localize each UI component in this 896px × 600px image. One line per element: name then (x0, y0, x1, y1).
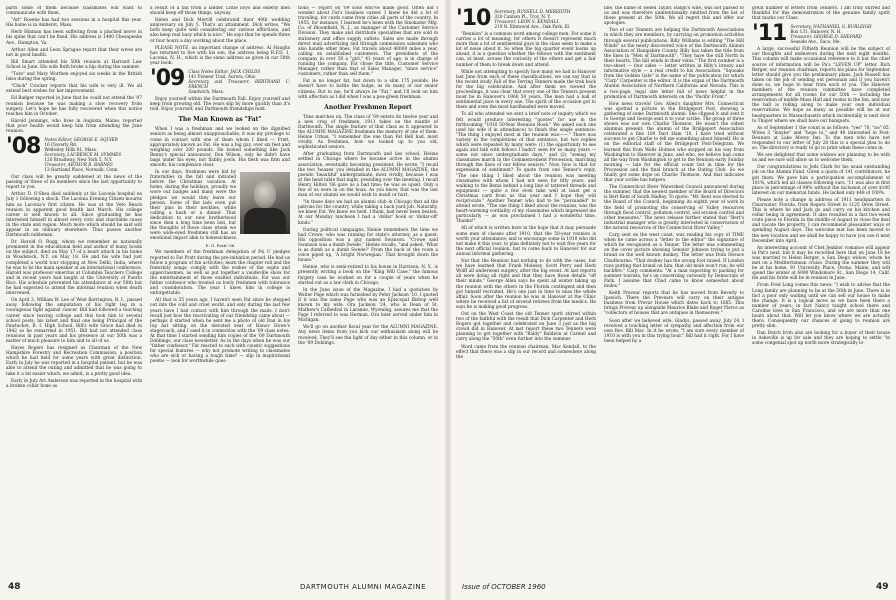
portrait-photo (240, 172, 290, 234)
officer-line: Secretary, RUSSELL D. MEREDITH (494, 9, 571, 14)
paragraph: parts some of them because classmates will want to communicate with them. (6, 6, 142, 17)
paragraph: line, the name of Helen Taylor, Ralph's wife, was not passed to us and was therefore unintentionally omitted from the list of those present at the 50th. We all regret this and offer our apologies. (604, 6, 744, 27)
column-4 (456, 6, 596, 576)
class-numeral: '11 (752, 21, 787, 47)
officer-line: 120 Broadway, New York 5, N.Y. (44, 157, 113, 163)
paragraph: PLEASE NOTE, an important change of address. Al Haughs has returned to live with his son, the address being R.F.D. 1, Laconia, N. H., which is the same address as given in our 50th year book. (150, 45, 290, 66)
class-header-1909 (150, 66, 290, 95)
left-page-number: 48 (8, 582, 21, 592)
paragraph: Not that the Reunion had nothing to do with the cases, but we have learned that Frank Molesey, Scott Perry and Herb Wolff all underwent surgery, after the big event. At last reports all were doing all right and that they have those details "off their minds." George Allen says he spent all winter taking up the reunion with the others in the Florida contingent and then got himself recruited. He's one just in time to miss the whole affair. Soon after the reunion he was in Hanover at the Clinic where he received a list of several retirees from the medics. He says he is making good progress. (456, 259, 596, 310)
paragraph: Arthur D. O'Shea died suddenly at his Laconia hospital on July 1 following a shock. The Laconia Evening Citizen mourns him as Laconia's first citizen. He was at the Veto Beach reunion in apparent good health last March. His college career is well known to all. Since graduating he has interested himself in almost every civic and charitable cause in the state and region. Much more which should be said will appear in an obituary elsewhere. Thus passes another Dartmouth nobleman. (6, 192, 142, 239)
paragraph: In our days, freshmen were bid by fraternities in the fall and initiated before the Christmas vacation. At home, during the holidays, proudly we wore our badges and many were the pledges we would they leave our person. Some of the lads even put their pins in their neckties, while calling a hash or a dinner. That dedication to our new brotherhood since then a long time been lost, but the thoughts of those class whom we were wide-eyed freshmen still has an emotional impact akin to homesickness. (150, 170, 238, 242)
paragraph: All that is 55 years ago. I haven't seen Fat since he stepped out into the cold and cruel world, and only during the last few years have I had contact with him through the mails. I don't recall just how the reactivating of our friendship came about — perhaps it started when he sent me a photo of old Dan in his top hat sitting on the elevated seat of Hanov Howe's stagecoach, and I used it in connection with the '09 class notes. At that time I started sending him copies of the '09 Dartmouth Dobbings, our class newsletter. As in the days when he was our "father confessor," Fat reacted to such with caustic suggestions for special features — why not promote writing to classmates who are sick or having a tough time? — slip in inspirational poems — look for worthwhile ques- (150, 298, 290, 365)
right-page-number: 49 (876, 582, 889, 592)
class-officers (44, 137, 121, 172)
paragraph: "Art" Rosene has had two sessions in a hospital this year. His home is in Amherst, Mass. (6, 18, 142, 29)
class-officers (494, 9, 570, 29)
officer-line: Seaside Ave., Saco, Me. (790, 39, 841, 45)
paragraph: Dr. Harold O. Rugg, whom we remember as nationally prominent in the educational field and author of many books on the subject, died on May 17 of a heart attack in his home in Woodstock, N.Y. on May 18. He and his wife had just completed a world tour stopping at New Delhi, India, where he was to be the main speaker at an international conference. Harold was professor emeritus at Columbia Teachers College and in recent years had taught at the University of Puerto Rico. His schedule prevented his attendance at our 50th but he had expected to attend the informal reunion when death intervened. (6, 240, 142, 297)
paragraph: Heinie, who is semi-retired to his house in Harrison, N. Y., is presently writing a book on the "King Will Case," the famous forgery case he worked on for a couple of years when he started out as a law clerk in Chicago. (298, 265, 438, 286)
class-numeral: '10 (456, 6, 491, 31)
officer-line: Notes Editor, GEORGE E. SQUIER (44, 137, 118, 143)
officer-line: Box 131, Hanover, N. H. (790, 29, 842, 35)
paragraph: A large, successful Fiftieth Reunion will be the subject of our thoughts and endeavors during the next eight months. This column will make occasional reference to it but the chief source of information will be Pa's "LEVEN UP" letter. Rich Berger, our reunion chairman, reports his plans for September letter should give you the preliminary plans. Jack Russell has taken on the job of sending out personals and if you haven't done so, we hope to hear from each of you. The Hanover members of the reunion committee have completed arrangements for all rooms for our 50th — including the reservation of middle Mass Hall and rooms in the Inn, and now the ball is rolling along to make your own individual reservations. We hope as many as possible will be at our headquarters in Massachusetts which incidentally is next door to Thayer where we shall have our banquets. (752, 47, 890, 124)
paragraph: After graduating from Dartmouth and law school, Heinie settled in Chicago where he became active in the alumni association, eventually becoming president. He wrote, "I recall the two 'hoaxes' you detailed in the ALUMNI MAGAZINE, the pseudo 'beautiful' undergraduate, most vividly, because I was at the head table that night, presiding over the meeting. I recall Henry Hilton '06 gave us a bad time; he was so upset. Only a few of us were in on the hoax. As you know, that was the last man of our alumni we would wish to insult or hurt. (298, 152, 438, 199)
paragraph: "Reunion" is a common word among college men. For some it carries a lot of meaning; for others it doesn't represent much more than a lot of sentimental guys in the class seem to make a lot of noise about it. So when the big quarter event looms up ahead, it is a question whether the fellows with the sentiment can, at least, arouse the curiosity of the others and get a fair number of them to break down and attend. (456, 32, 596, 68)
officer-line: Treasurer, GEORGE D. SHEPARD (790, 34, 862, 40)
paragraph: We members of the freshman delegation of Psi U pledges reported to Fat Pratt during the pre-initiation period. He had us follow a program of fun activities; learn the chapter roll and the fraternity songs; comply with the wishes of the sophs and upperclassmen, as well as put together a vaudeville show for the entertainment of those exalted individuals. Fat was our father confessor who treated us lowly freshmen with tolerance and consideration. The year I knew him in college is unforgettable. (150, 250, 290, 297)
paragraph: How news travels! Gov. Allen's daughter Mrs. Connecticut was spotted a picture in the Bridgeport Post, showing a gathering of some Dartmouth alumni. She clipped it and sent it to George and George sent it to your scribe. The group of three shown was our own Charlie Thomson. He wasn't the oldest alumnus present; the alumni of the Bridgeport Association celebrated a fine 100 Dart Ham '10. I have tried without success to get Charlie to tell me something about himself. He is on the editorial staff of the Bridgeport Post-Telegram. We learned this from Wells Holmes who stopped on his way from Washington to Hanover in June, and who, we believe had come all the way from Washington to get to the Reunion early Sunday morning — late for the official count but in time for the Procession and the final brunch at the Outing Club. So we finally got some dope on Charlie Thomson, And that indicates that your scribe has helpers. (604, 101, 744, 184)
paragraph: During political campaigns, Heinie remembers the time we had Crowe, who was running for state's attorney, as a guest. His opposition was a guy named Swanson. "Crowe said Swanson was a dumb Swede." Heinie recalls, "and asked, 'What is as dumb as a dumb Swede?' From the back of the room a voice piped up, 'A bright Norwegian.' That brought down the house." (298, 227, 438, 264)
column-2 (150, 6, 290, 576)
portrait-face (254, 180, 276, 208)
paragraph: Hayes Rogers has resigned as Chairman of the New Hampshire Forestry and Recreation Commission, a position which he had held for some years with great distinction. Early in July he was reported in a hospital patient, but he was able to attend the outing and admitted that he was going to take it a bit easier which, we admit, is a pretty good idea. (6, 346, 142, 377)
officer-line: 320 Cannon Pl., Troy, N. Y. (494, 14, 551, 19)
issue-date: Issue of OCTOBER 1960 (462, 583, 546, 591)
column-6 (752, 6, 890, 576)
paragraph: "In those days we had an alumni club in Chicago that ad the patrons for the country, while taking a back yard job. Naturally, we knew Fat. We knew we held. I think, had never been beaten. At our Monday luncheon I had a 'dollar' book or 'dollar-off' kinds." (298, 200, 438, 226)
col1-paras-a (6, 6, 142, 134)
paragraph: From Fred Long comes this news: "I wish to advise that the Long family are planning to be at the 50th in June. There is in fact a poor only waiting until we can sell our house to make the change. It is a logical move as we have been there a number of years; in fact Nancy taught school there and Caroline lives in San Francisco, and we are more than one hours about that. Will let you know where we are actually there. Consequently our chances of going to reunion are pretty slim. (752, 283, 890, 330)
paragraph: Our class will be greatly saddened at the news of the passing of three of its members since the last opportunity to report to you. (6, 175, 142, 191)
paragraph: Two of our Tenners are helping the Dartmouth Associations in which they are members, by carrying on promotion activities through several publications. Billy Williams is editing "The Hill Winds" as the newly discovered voice of the Dartmouth Alumni Association of Hampshire County. Billy has taken the title from the lines in "Men of Dartmouth": "They have the still North in their hearts, The hill winds in their veins." The first number is a two-sheet — four sides — letter written in Billy's breezy and informative style — a real credit to his Association. "Squeaks from the Golden Gate" is the name of the publication for which "Carp" Carpenter is the editor. It is the organ of the Dartmouth Alumni Association of Northern California and Nevada. This is a two-page, legal size letter full of news helpful in the promotion of Dartmouth interests on the "Pacific Front." (604, 28, 744, 100)
column-5 (604, 6, 744, 576)
officer-line: Treasurer, ARTHUR R. BARNES (44, 162, 113, 168)
paragraph: While not attempting to specify how many we had in Hanover last June from each of these classifications, we can say that in the recent study Fall of the Terring Tenners made the trek back for the big celebration. And after them we viewed the proceedings, it was clear that every one of the Tenners present must be in Hanover's 1960 50 years. The men had a ball of sentimental juice in every one. The spirit of the occasion got to them and even the most hardheaded were moved. (456, 69, 596, 111)
officer-line: 16 Cloverly Rd. (44, 142, 78, 148)
officer-line: Secretary and Treasurer, BERTRAND C. FRENCH (188, 79, 290, 90)
photo-caption: E. G. Pratt '06 (205, 243, 235, 249)
class-header-1910 (456, 6, 596, 31)
paragraph: Please note a change in address of 1911 headquarters in Clearwater, Florida, from Rogers Street to 1125 Drew Street. This is where he and Jack go and carry on his kitchen and cellar being in agreement. It also resulted in a fast two-week crate piece to Florida in the middle of August to close the deal and vacate the property. I can recommend pleasanter ways of spending August days. The welcome mat has been moved to the new location and we shall be happy to have you use it next December into April. (752, 197, 890, 244)
paragraph: Arthur Allen and Leon Sprague report that their wives are not in good health. (6, 47, 142, 58)
officer-line: Sandwich, Mass. (188, 89, 225, 95)
class-header-1911 (752, 21, 890, 47)
class-officers (188, 69, 290, 94)
officer-line: Class Notes Editor, JACK CHILDS (188, 69, 261, 75)
paragraph: Soon after we believed wife, Gladys, passed away, July 24, I received a touching letter of sympathy and affection from our own Rev. Bill Mac. In it he wrote, "I am sure every member of 1910 is with you in this trying hour." Bill had it right. For I have been helped by a (604, 318, 744, 344)
class-numeral: '08 (6, 134, 41, 160)
paragraph: Dan Dutch Irvin also are looking for a buyer of their house in Asheville is up for sale and they are hoping to settle "in some congenial spot up north more strategically lo- (752, 331, 890, 347)
officer-line: Secretary, LAURENCE M. SYMMES (44, 152, 122, 158)
paragraph: Ed Badger reported in June that he could not attend the '07 reunion because he was making a slow recovery from surgery. Let's hope he has fully recovered when this notice reaches him in October. (6, 96, 142, 117)
paragraph: When I was a freshman and we looked on the dignified seniors as being almost unapproachable, it was my privilege to come in contact with one of them whom I liked — Pratt, appropriately known as Fat. He was a big guy, over six feet and weighing over 200 pounds. He looked something like Jack Benny's special announcer, Don Wilson, only he didn't have bags under his eyes, nor flabby jowls. His flesh was firm and smooth, his complexion clear. (150, 127, 290, 168)
paragraph: Enjoy yourself within the Dartmouth Fall. Enjoy yourself and keep from growing old. The years slip by more quickly than it's told. Enjoy yourself, and Dartmouth friendships hold. (150, 97, 290, 113)
paragraph: In the June issue of the Magazine, I had a quotation by Walter Page which was furnished by Peter Jackson '10. I quoted if it was the same Page who was an Episcopal Bishop well known to my wife. Ora Jackson '24, who is Dean of St. Mathew's Cathedral in Laramie, Wyoming, assures me that the Page I referred to was Herman. Ora later served under him in Michigan. (298, 287, 438, 324)
paragraph: Time marches on. The class of '09 enters its twelve year and a new crop of freshmen, 1911 takes on the mantle of Dartmouth. The single feature of that class as it appeared in the ALUMNI MAGAZINE freshmen the memory of one of them. Heinie Urban, "I remember the one than Fat Bell had, most vividly. As freshmen, how we looked up to you old, sophisticated seniors. (298, 114, 438, 151)
paragraph: Out on the West Coast the old Tenner spirit stirred within two of the faithful with the result that Dick Carpenter and Herb Rogers got together and celebrated on June 3 just as the big crowd did in Hanover. At last report these two Tenners were planning to get together with "Baldy" Baldwin at Carmel and carry along the "50th" even further into the summer. (456, 311, 596, 343)
portrait-suit (244, 208, 286, 234)
paragraph: "Tute" and Mary Worthen enjoyed six weeks in the British Isles during the spring. (6, 72, 142, 83)
article-title: The Man Known as "Fat" (178, 116, 262, 124)
paragraph: Herb Hinman has been suffering from a pinched nerve in his spine that can't be fixed. His address is 1400 Chesapeake Ave., Hampton, Va. (6, 30, 142, 46)
paragraph: We are delighted that some widows are planning to be with us and we sure will allow us to welcome them. (752, 153, 890, 164)
paragraph: To all who attended we sent a brief note of inquiry which we felt would produce interesting "quotes" for use in the forthcoming "1910 50-Year Reunion Book." We asked each one (and his wife if in attendance) to finish this single sentence: "The thing I enjoyed most at the reunion was——." There was variety in the completions of that sentence, but two replies which were repeated by many were: (1) the opportunity to see again and talk with fellows I hadn't seen for so many years — some not since undergraduate days," and (2) "seeing my classmates march in the Commencement Procession, marching through the lines of our fellow seniors." Now, how is that for expression of sentiment? To quote from one Tenner's reply, "The one thing I liked about the reunion was meeting classmates with whom I had not seen for fifty years, and walking to the Bema behind a long line of tattered threads and equipment — quite a few even take well at least get a Christmas card from us this year and I hope they will reciprocate." Another Tenner who had to be "persuaded" to attend wrote, "The one thing I liked about the reunion, was the heart-warming cordiality of my classmates which impressed me particularly — as was proclaimed I had a wonderful time. Thanks!" (456, 112, 596, 225)
paragraph: Word came from the reunion chairman, Mac Kendall, to the effect that there was a slip in our record and somewhere along the (456, 344, 596, 360)
col1-paras-b (6, 175, 142, 389)
officer-line: 141 Pioneer Trail, Aurora, Ohio (188, 74, 256, 80)
paragraph: Bill Smart attended his 50th reunion at Harvard Law School in June. His wife Ruth broke a hip during the summer. (6, 59, 142, 70)
paragraph: The Connecticut River Watershed Council announced during the summer, that the newest member of the Board of Directors is Bert Kent of South Hadley. To quote: "Mr. Kent was elected to the Board of the Council, beginning its eighth year of work in the field of promoting the conserving of Valley resources through flood control, pollution control, soil erosion control and other measures." The news release further stated that "Bert's industrial manager who is greatly interested in conservation of the natural resources of the Connecticut River Valley." (604, 185, 744, 231)
paragraph: Keith Prevear reports that he has moved from Beverly to Ipswich. There the Prevears will carry on their antique business from Prevar House which dates back to 1685. This brings Prevear up alongside Maurice Blake and Roger Pierce as "collectors of houses that are antiques in themselves." (604, 291, 744, 317)
paragraph: a result of a fall from a ladder. Little boys and elderly men should keep off those things, anyway. (150, 6, 290, 17)
paragraph: An interesting account of Chet Jenkins' romance will appear in Pat's next, but it may be recorded here that on June 18 he was married to Helen Berger, a San Diego widow, whom he met on a Mediterranean cruise. During the summer they will be at his home, 91 University Place, Orono, Maine, and will spend the winter at 6090 Windsmore St., San Diego 14, Calif. He and his bride will be in reunion in June. (752, 245, 890, 282)
class-officers (790, 24, 871, 44)
paragraph: Fat is no longer fat, but down to a slim 175 pounds. He doesn't have to battle the bulge, as do many of our senior citizens. But to me, he'll always be "Fat," and I'll look on him with affection as I did when I was a pea-green freshman. (298, 79, 438, 100)
paragraph: great number of letters from Tenners. I am truly stirred and thankful for this demonstration of the genuine family spirit that marks our Class. (752, 6, 890, 22)
officer-line: 13 Hartland Place, Norwalk, Conn. (44, 167, 119, 173)
article-title: Another Freshmen Report (324, 103, 412, 111)
paragraph: Harold Jennings, who lives in Augusta, Maine, reported that poor health would keep him from attending the June reunion. (6, 118, 142, 134)
paragraph: On April 3, William W. Lee of West Barrington, R. I., passed away following the amputation of his right leg in a courageous fight against cancer. Bill had followed a teaching career since leaving college and this took him to several school posts, his latest and final one being Principal of the Pawtucket, R. I. High School. Bill's wife Grace had died in 1942 so he remarried in 1951. Bill had not attended class reunions in past years and his presence at our 50th was a matter of much pleasure to him and to all of us. (6, 298, 142, 344)
magazine-title: DARTMOUTH ALUMNI MAGAZINE (300, 583, 427, 591)
column-3 (298, 6, 438, 576)
paragraph: tions — report on '09 sons who've made good. Often did I wonder about Fat's business career. I knew he did a lot of traveling, for cards came from cities all parts of the country. In 1955, for instance, I learned he's been with the Smokador Mfg. Co. of Bloomfield, N. J., as manager of the Customer Service Division. They make and distribute specialties that are sold in stationery and office supply outlets. Sales are made through direct mail advertising and through commission salesmen who also handle other lines. Fat travels about 40000 miles a year, calling on established customers. The presidents of the company in over 50 a "girl," 41 years of age, is in charge of running the company. Fat chose the title, Customer Service Manager, rather than that of Sales Manager, "since service" customers, rather than sell them." (298, 6, 438, 78)
paragraph: Early in July Art Anderson was reported in the hospital with a broken collar bone as (6, 378, 142, 389)
paragraph: All of which is written here in the hope that it may persuade some men of classes after 1910, that the 50-year reunion is worth your attendance; and to encourage some in 1910 who did not make it this year, to plan definitely not to wait five years for the next official reunion, but to come back to Hanover for our annual informal gathering. (456, 226, 596, 257)
paragraph: Carp sent on the west coast, was reading his copy of TIME when he came across a "letter to the editor" the signature of which he recognized as a Tenner. The letter was commenting on the cover picture showing Senator Johnson trying to put a brand on the well known donkey. The letter was from Horace Chadbourne: "That donkey has the wrong foot raised. If London runs putting that brand on him, that old mule won't run; he will backfire." Carp comments: "At a man expecting to packing for summer tourists, he's on concerning variously by Democrats of Park. I assume that Chad came to know somewhat about mules." (604, 233, 744, 289)
column-1 (6, 6, 142, 576)
officer-line: Wellesley Hills 81, Mass. (44, 147, 98, 153)
paragraph: We'll go on another fiscal year for the ALUMNI MAGAZINE. Any news items from you kick our enthusiasm along will be received. They'll see the light of day either in this column, or in the '09 Doblings. (298, 325, 438, 346)
paragraph: "Chick" Crocker reports that his wife is very ill. We all extend best wishes for her improvement. (6, 84, 142, 95)
officer-line: Treasurer, LEON S. KENDALL (494, 19, 560, 24)
officer-line: Secretary, NATHANIEL G. BURLEIGH (790, 24, 872, 30)
page-gutter (445, 0, 451, 600)
paragraph: Helen and Dick Merrill celebrated their 40th wedding anniversary on July 5. That's an attainment. Dick writes, "We both keep quite well considering our various afflictions, and also keep real busy which is nice." He says that he spends three or four hours a day working about the place. (150, 18, 290, 44)
class-header-1908 (6, 134, 142, 173)
class-numeral: '09 (150, 66, 185, 92)
paragraph: Our congratulations to Jeds Clark for his usual outstanding job on the Alumni Fund. Given a quota of 141 contributors, he got them. We gave him a participation accomplishment of 101%, which led all classes following ours. '11 was also in first place in percentage of 98% without the inclusion of over $100 interest on our memorial funds. He lacked only $48 of 100%. (752, 165, 890, 196)
officer-line: 219 N. Elmwood Ave., Oak Park, Ill. (494, 24, 571, 29)
paragraph: As of September 1 the count is as follows: "yes" 70, "no" 65. Wives 3 "maybe" and "hope to," and 48 interested in Post-Reunion at Lake Morey Inn. To the men who have not responded to our letter of July 28 this is a special plea to do so. The directory is ready to go to print when these come in. (752, 125, 890, 152)
